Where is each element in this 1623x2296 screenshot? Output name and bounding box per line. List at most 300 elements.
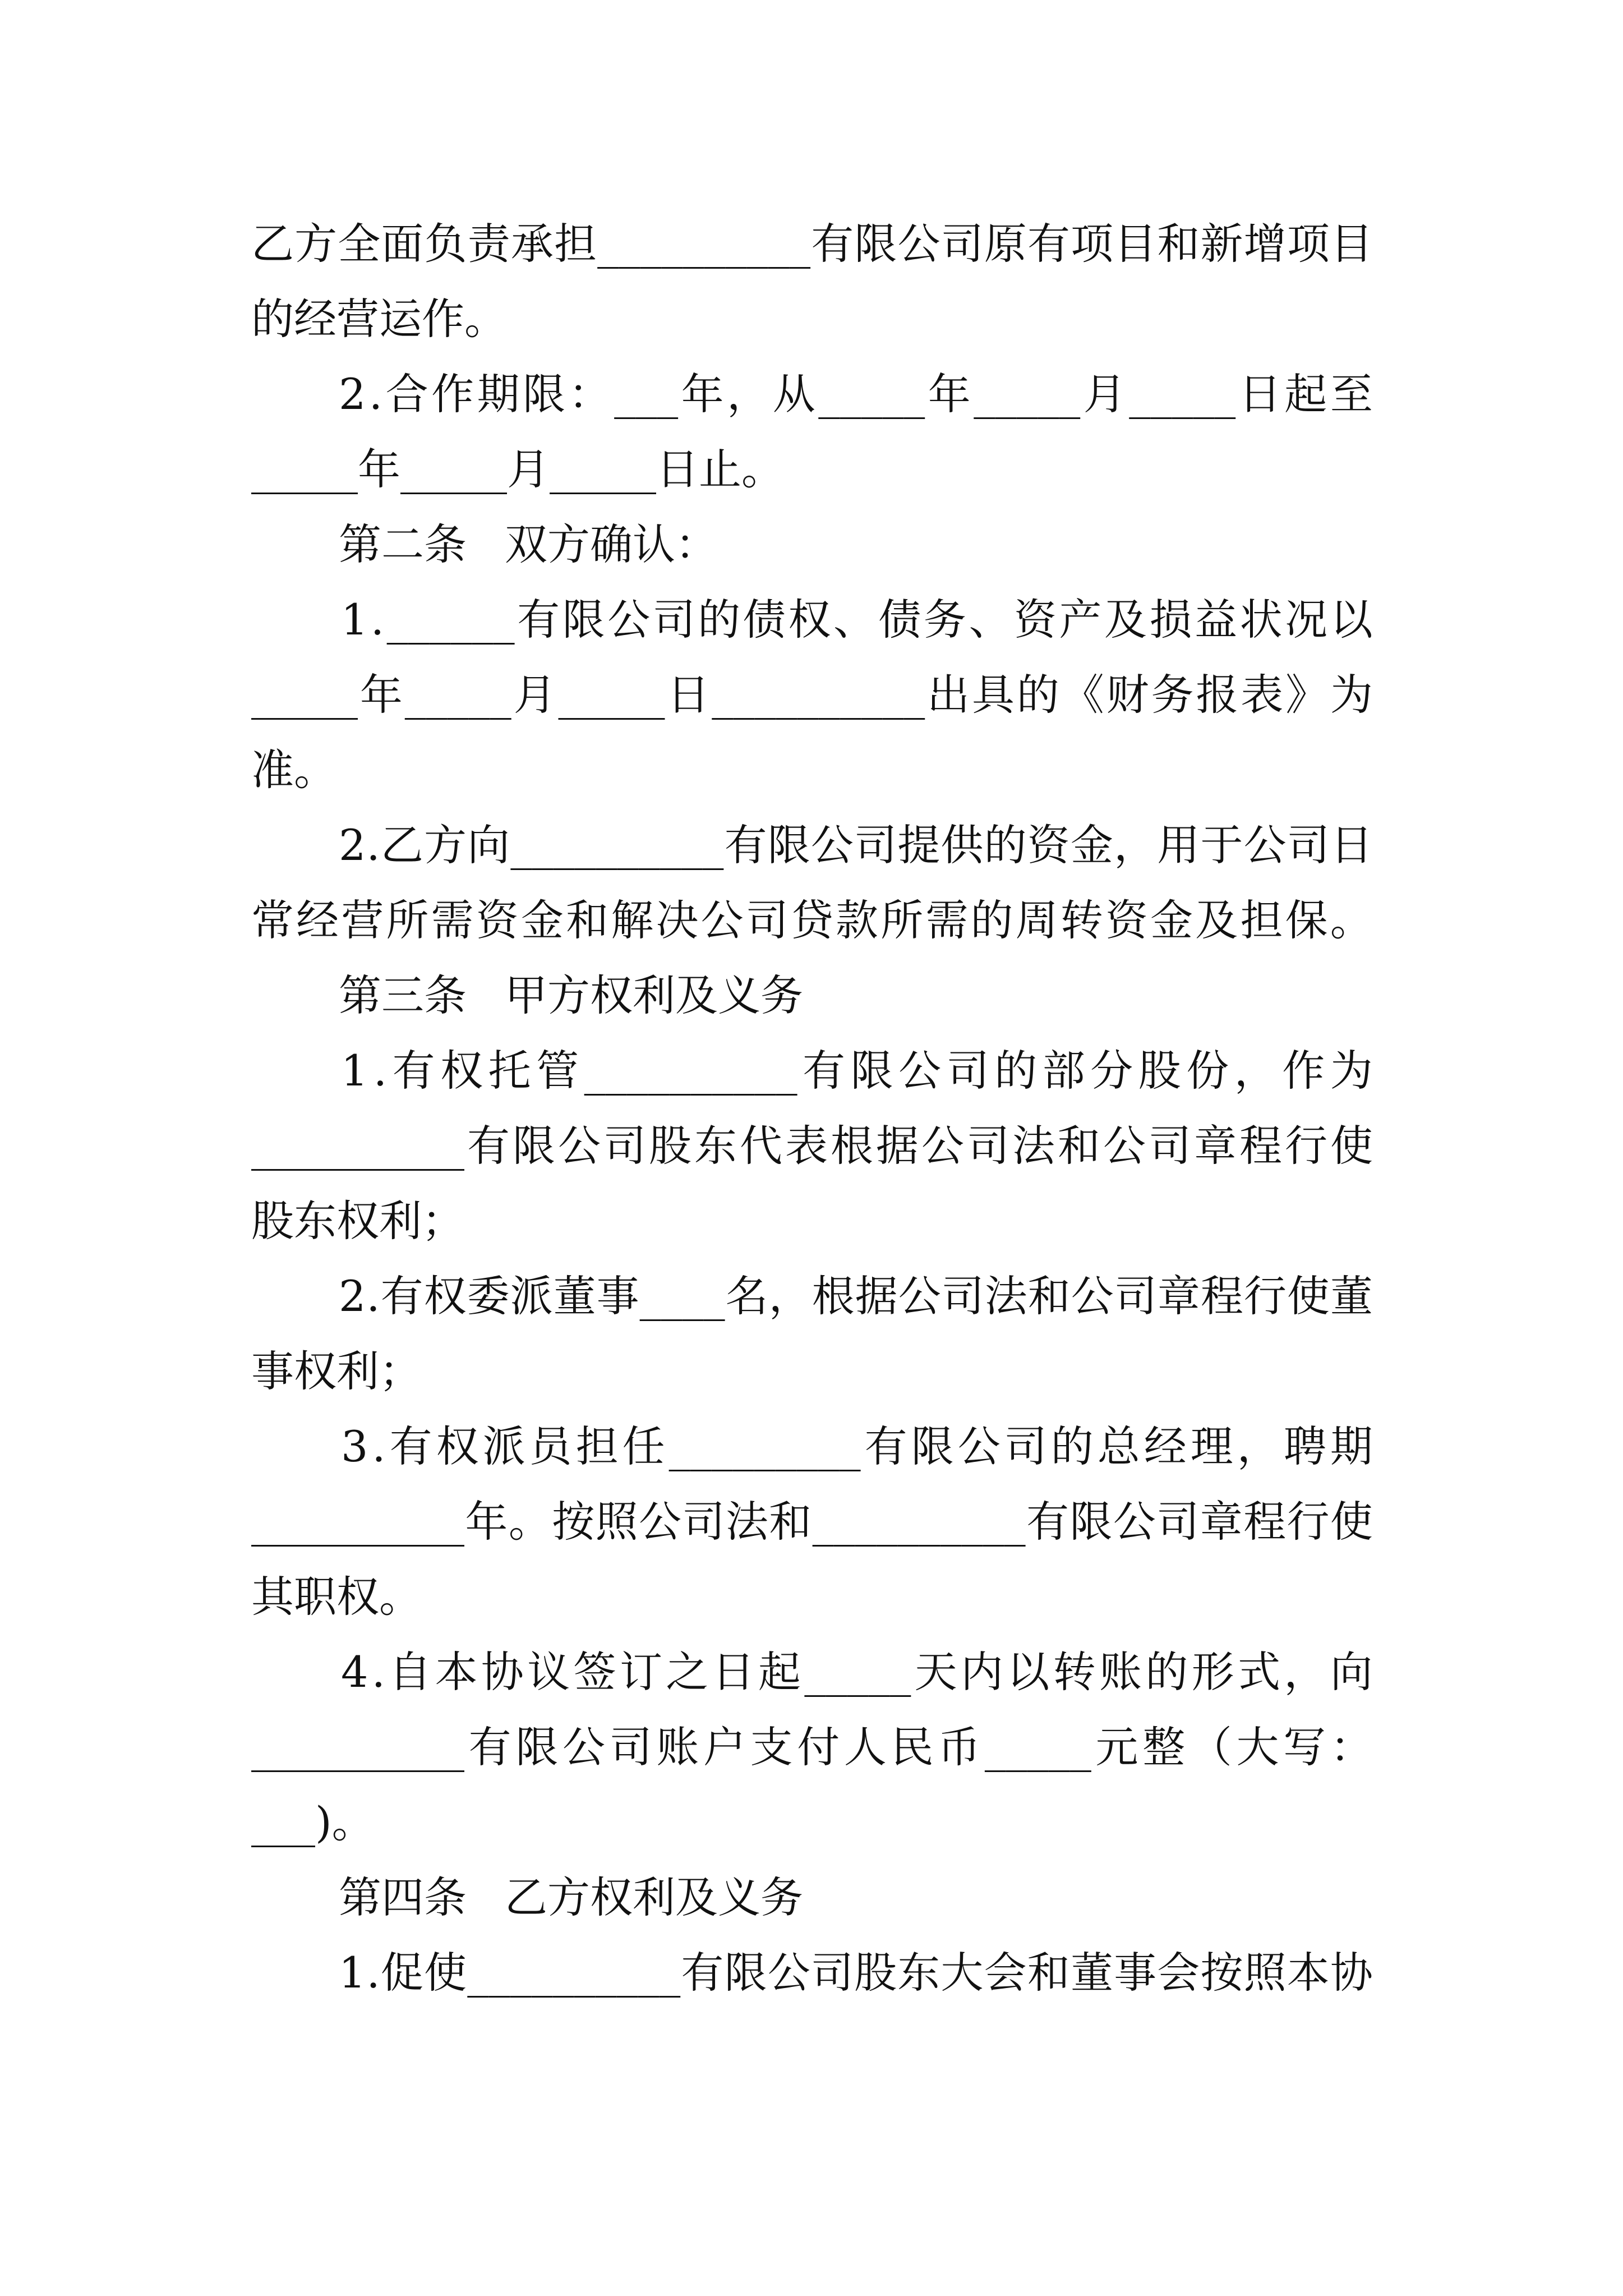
text-char: 账 — [656, 1722, 699, 1772]
text-char: 的 — [970, 895, 1013, 945]
text-char: ， — [1114, 820, 1157, 870]
text-char: 司 — [682, 1497, 725, 1547]
text-char: 公 — [558, 1121, 601, 1171]
text-char: 限 — [854, 219, 897, 269]
text-char: 自 — [389, 1647, 432, 1697]
text-char: 至 — [1330, 369, 1373, 419]
text-char: . — [366, 820, 380, 870]
text-char: 司 — [1287, 820, 1330, 870]
text-char: 资 — [1027, 820, 1070, 870]
text-char: 》 — [1285, 670, 1329, 720]
text-char: 会 — [1157, 1948, 1200, 1998]
text-char: 2 — [339, 820, 366, 870]
blank-field: _____ — [400, 444, 507, 494]
text-char: 利 — [336, 1346, 379, 1396]
text-char: 财 — [1106, 670, 1149, 720]
text-char: 乙 — [251, 219, 294, 269]
text-char: 新 — [1200, 219, 1243, 269]
text-char: 项 — [1287, 219, 1330, 269]
text-char: 订 — [619, 1647, 662, 1697]
text-char: 促 — [380, 1948, 423, 1998]
text-char: 公 — [1103, 1121, 1146, 1171]
text-char: 面 — [381, 219, 424, 269]
text-char: 事 — [596, 1271, 639, 1321]
text-char: 需 — [925, 895, 969, 945]
text-char: 分 — [1090, 1046, 1133, 1096]
text-char: 年 — [928, 369, 971, 419]
text-char: 民 — [891, 1722, 934, 1772]
text-char: 整 — [1142, 1722, 1186, 1772]
text-char: 。 — [379, 1572, 422, 1622]
text-char: 行 — [1243, 1271, 1287, 1321]
text-char: 作 — [1282, 1046, 1325, 1096]
blank-field: __________ — [712, 670, 925, 720]
text-char: 托 — [488, 1046, 531, 1096]
text-char: 务 — [923, 595, 966, 645]
text-char: 资 — [476, 895, 519, 945]
text-char: ： — [568, 369, 611, 419]
text-char: 股 — [1138, 1046, 1181, 1096]
text-char: 权 — [423, 1271, 467, 1321]
text-char: 公 — [957, 1421, 1000, 1471]
text-char: 于 — [1200, 820, 1243, 870]
text-char: 的 — [1016, 670, 1059, 720]
section-heading — [339, 959, 1373, 1032]
text-char: 内 — [961, 1647, 1003, 1697]
text-char: 司 — [1149, 1121, 1191, 1171]
text-char: 天 — [914, 1647, 957, 1697]
text-char: 权 — [788, 595, 831, 645]
text-char: 为 — [1330, 670, 1373, 720]
text-char: 期 — [477, 369, 520, 419]
text-char: . — [366, 1948, 380, 1998]
blank-field: __________ — [251, 1497, 464, 1547]
text-char: 司 — [745, 895, 789, 945]
text-char: 派 — [482, 1421, 525, 1471]
section-heading — [339, 508, 1373, 581]
text-char: 司 — [1004, 1421, 1047, 1471]
text-char: 年 — [358, 444, 400, 494]
text-char: 公 — [1113, 1497, 1156, 1547]
paragraph-line — [341, 1636, 1373, 1709]
text-char: 照 — [1243, 1948, 1287, 1998]
text-char: 原 — [984, 219, 1027, 269]
text-char: 和 — [1027, 1948, 1070, 1998]
blank-field: _________ — [668, 1421, 861, 1471]
text-char: 聘 — [1283, 1421, 1326, 1471]
text-char: 提 — [897, 820, 940, 870]
section-heading — [339, 1861, 1373, 1934]
text-char: 限 — [767, 820, 810, 870]
text-char: 签 — [573, 1647, 616, 1697]
blank-field: _____ — [974, 369, 1081, 419]
text-char: 向 — [1330, 1647, 1373, 1697]
paragraph-line — [339, 809, 1373, 882]
text-char: 月 — [513, 670, 556, 720]
text-char: 的 — [251, 294, 294, 344]
text-char: 协 — [481, 1647, 524, 1697]
text-char: 、 — [969, 595, 1012, 645]
text-char: ； — [379, 1346, 422, 1396]
text-char: 公 — [921, 1121, 964, 1171]
text-char: 总 — [1097, 1421, 1140, 1471]
text-char: 权 — [336, 1196, 379, 1246]
text-char: 公 — [562, 1722, 605, 1772]
text-char: 董 — [1070, 1948, 1113, 1998]
text-char: 形 — [1191, 1647, 1234, 1697]
text-char: 转 — [1053, 1647, 1096, 1697]
article-title: 甲方权利及义务 — [505, 970, 803, 1020]
text-char: 照 — [595, 1497, 638, 1547]
paragraph-line — [251, 1335, 1373, 1408]
text-char: 及 — [1195, 895, 1238, 945]
text-char: 有 — [380, 1271, 423, 1321]
text-char: 司 — [609, 1722, 652, 1772]
text-char: 据 — [876, 1121, 919, 1171]
text-char: 限 — [513, 1121, 555, 1171]
text-char: 资 — [1105, 895, 1148, 945]
paragraph-line — [251, 1561, 1373, 1634]
text-char: 其 — [251, 1572, 294, 1622]
text-char: 具 — [972, 670, 1015, 720]
text-char: 所 — [386, 895, 429, 945]
text-char: 份 — [1186, 1046, 1229, 1096]
text-char: 和 — [1058, 1121, 1100, 1171]
text-char: 转 — [1060, 895, 1103, 945]
text-char: 限 — [911, 1421, 954, 1471]
text-char: 程 — [1239, 1121, 1282, 1171]
text-char: 。 — [508, 1497, 551, 1547]
text-char: 常 — [251, 895, 294, 945]
text-char: 日 — [667, 670, 710, 720]
text-char: 的 — [698, 595, 741, 645]
text-char: 金 — [1150, 895, 1193, 945]
text-char: 部 — [1042, 1046, 1085, 1096]
text-char: 有 — [517, 595, 560, 645]
text-char: 增 — [1243, 219, 1287, 269]
text-char: 项 — [1071, 219, 1114, 269]
text-char: 用 — [1157, 820, 1200, 870]
text-char: 乙 — [380, 820, 423, 870]
text-char: 司 — [1114, 1271, 1157, 1321]
paragraph-line — [251, 208, 1373, 280]
text-char: 的 — [1145, 1647, 1188, 1697]
text-char: 司 — [652, 595, 695, 645]
paragraph-line — [341, 1034, 1373, 1107]
text-char: 公 — [1243, 820, 1287, 870]
text-char: 3 — [341, 1421, 368, 1471]
text-char: 事 — [1114, 1948, 1157, 1998]
text-char: 有 — [468, 1722, 511, 1772]
text-char: 。 — [331, 1797, 375, 1847]
text-char: 1 — [341, 1046, 368, 1096]
text-char: 根 — [811, 1271, 855, 1321]
text-char: 的 — [984, 820, 1027, 870]
paragraph-line — [251, 1185, 1373, 1258]
text-char: 年 — [681, 369, 724, 419]
text-char: 责 — [467, 219, 510, 269]
text-char: 益 — [1195, 595, 1238, 645]
text-char: 代 — [740, 1121, 782, 1171]
text-char: 以 — [1330, 595, 1373, 645]
text-char: 月 — [507, 444, 550, 494]
text-char: 限 — [523, 369, 566, 419]
text-char: 公 — [607, 595, 651, 645]
paragraph-line — [251, 884, 1373, 957]
paragraph-line — [251, 1110, 1373, 1182]
article-number: 第二条 — [339, 519, 467, 569]
text-char: 限 — [1069, 1497, 1113, 1547]
blank-field: ______ — [386, 595, 515, 645]
text-char: 协 — [1330, 1948, 1373, 1998]
text-char: 法 — [1012, 1121, 1055, 1171]
paragraph-line — [251, 1485, 1373, 1558]
text-char: 营 — [336, 294, 379, 344]
text-char: 、 — [833, 595, 876, 645]
paragraph-line — [341, 1410, 1373, 1483]
text-char: 使 — [1330, 1121, 1373, 1171]
paragraph-line — [251, 433, 1373, 506]
text-char: 经 — [294, 294, 336, 344]
text-char: 章 — [1157, 1271, 1200, 1321]
text-char: 。 — [294, 745, 336, 795]
text-char: 东 — [897, 1948, 940, 1998]
text-char: 公 — [810, 820, 854, 870]
blank-field: _____ — [1129, 369, 1236, 419]
paragraph-line — [251, 283, 1373, 356]
text-char: 经 — [296, 895, 339, 945]
text-char: 状 — [1239, 595, 1283, 645]
text-char: （ — [1189, 1722, 1232, 1772]
text-char: 向 — [467, 820, 510, 870]
blank-field: __________ — [597, 219, 811, 269]
text-char: 使 — [424, 1948, 467, 1998]
text-char: 名 — [725, 1271, 768, 1321]
text-char: 目 — [1330, 219, 1373, 269]
article-title: 双方确认： — [505, 519, 718, 569]
text-char: 程 — [1243, 1497, 1287, 1547]
text-char: 况 — [1285, 595, 1328, 645]
text-char: 报 — [1196, 670, 1239, 720]
text-char: 本 — [1287, 1948, 1330, 1998]
text-char: 以 — [1007, 1647, 1050, 1697]
text-char: 有 — [389, 1421, 432, 1471]
text-char: 限 — [724, 1948, 767, 1998]
text-char: 司 — [1156, 1497, 1200, 1547]
text-char: 担 — [575, 1421, 619, 1471]
text-char: 贷 — [790, 895, 833, 945]
text-char: 使 — [1287, 1271, 1330, 1321]
text-char: 1 — [339, 1948, 366, 1998]
text-char: . — [368, 369, 383, 419]
text-char: 按 — [1200, 1948, 1243, 1998]
text-char: 股 — [854, 1948, 897, 1998]
text-char: 东 — [694, 1121, 737, 1171]
text-char: 有 — [392, 1046, 435, 1096]
text-char: 解 — [611, 895, 654, 945]
text-char: 。 — [1330, 895, 1373, 945]
text-char: 公 — [1071, 1271, 1114, 1321]
text-char: 据 — [855, 1271, 898, 1321]
text-char: 金 — [1070, 820, 1113, 870]
article-title: 乙方权利及义务 — [505, 1872, 803, 1922]
text-char: 之 — [666, 1647, 709, 1697]
text-char: 1 — [341, 595, 368, 645]
text-char: 股 — [649, 1121, 691, 1171]
text-char: 写 — [1283, 1722, 1326, 1772]
text-char: 股 — [251, 1196, 294, 1246]
blank-field: _____ — [251, 670, 358, 720]
text-char: 有 — [864, 1421, 907, 1471]
paragraph-line — [251, 1786, 1373, 1859]
text-char: 方 — [294, 219, 338, 269]
text-char: ， — [1237, 1421, 1280, 1471]
text-char: 日 — [1330, 820, 1373, 870]
text-char: 。 — [741, 444, 784, 494]
text-char: 款 — [836, 895, 879, 945]
text-char: 表 — [785, 1121, 828, 1171]
text-char: 债 — [743, 595, 786, 645]
blank-field: __________ — [584, 1046, 797, 1096]
text-char: ， — [1284, 1647, 1327, 1697]
text-char: 债 — [878, 595, 921, 645]
blank-field: ___ — [614, 369, 679, 419]
text-char: 式 — [1238, 1647, 1281, 1697]
text-char: 账 — [1099, 1647, 1142, 1697]
text-char: 产 — [1059, 595, 1102, 645]
paragraph-line — [341, 583, 1373, 656]
text-char: 程 — [1200, 1271, 1243, 1321]
text-char: . — [373, 1046, 388, 1096]
paragraph-line — [251, 1711, 1373, 1784]
paragraph-line — [251, 659, 1373, 731]
text-char: 司 — [940, 219, 984, 269]
text-char: 保 — [1285, 895, 1328, 945]
text-char: 担 — [554, 219, 597, 269]
text-char: 周 — [1015, 895, 1058, 945]
blank-field: ____ — [639, 1271, 725, 1321]
text-char: 表 — [1241, 670, 1284, 720]
text-char: 月 — [1083, 369, 1126, 419]
text-char: 起 — [1284, 369, 1327, 419]
article-number: 第三条 — [339, 970, 467, 1020]
blank-field: _____ — [251, 444, 358, 494]
text-char: 止 — [699, 444, 741, 494]
text-char: 方 — [424, 820, 467, 870]
text-char: 和 — [769, 1497, 812, 1547]
text-char: 大 — [1236, 1722, 1279, 1772]
text-char: 和 — [1157, 219, 1200, 269]
text-char: 员 — [529, 1421, 572, 1471]
text-char: 章 — [1194, 1121, 1237, 1171]
text-char: 权 — [336, 1572, 379, 1622]
text-char: 务 — [1151, 670, 1194, 720]
text-char: . — [372, 1421, 386, 1471]
text-char: 公 — [639, 1497, 682, 1547]
text-char: 全 — [338, 219, 381, 269]
text-char: 支 — [750, 1722, 793, 1772]
text-char: 付 — [797, 1722, 840, 1772]
text-char: 2 — [339, 1271, 366, 1321]
text-char: 的 — [1050, 1421, 1094, 1471]
text-char: 币 — [938, 1722, 981, 1772]
blank-field: _____ — [804, 1647, 911, 1697]
text-char: 营 — [341, 895, 384, 945]
text-char: 权 — [440, 1046, 483, 1096]
text-char: 按 — [552, 1497, 595, 1547]
text-char: 元 — [1095, 1722, 1138, 1772]
text-char: 负 — [424, 219, 467, 269]
text-char: 年 — [359, 670, 403, 720]
text-char: 限 — [515, 1722, 559, 1772]
text-char: 大 — [940, 1948, 984, 1998]
text-char: 日 — [1238, 369, 1281, 419]
paragraph-line — [251, 734, 1373, 807]
text-char: 和 — [566, 895, 609, 945]
text-char: 东 — [294, 1196, 336, 1246]
text-char: 公 — [767, 1948, 810, 1998]
text-char: 派 — [510, 1271, 553, 1321]
text-char: 资 — [1013, 595, 1057, 645]
text-char: 公 — [898, 1271, 941, 1321]
text-char: 需 — [431, 895, 474, 945]
text-char: ) — [315, 1797, 332, 1847]
text-char: 及 — [1104, 595, 1147, 645]
text-char: 目 — [1114, 219, 1157, 269]
text-char: 有 — [803, 1046, 846, 1096]
text-char: 2 — [339, 369, 366, 419]
text-char: 董 — [1330, 1271, 1373, 1321]
article-number: 第四条 — [339, 1872, 467, 1922]
text-char: 作 — [422, 294, 464, 344]
text-char: 董 — [553, 1271, 596, 1321]
blank-field: __________ — [510, 820, 724, 870]
blank-field: _____ — [984, 1722, 1091, 1772]
text-char: 本 — [435, 1647, 478, 1697]
text-char: 根 — [831, 1121, 873, 1171]
blank-field: _____ — [558, 670, 665, 720]
text-char: 承 — [510, 219, 554, 269]
text-char: 公 — [897, 219, 940, 269]
text-char: 会 — [984, 1948, 1027, 1998]
blank-field: __________ — [467, 1948, 681, 1998]
text-char: ： — [1330, 1722, 1373, 1772]
text-char: 人 — [843, 1722, 887, 1772]
blank-field: _____ — [404, 670, 511, 720]
paragraph-line — [339, 358, 1373, 431]
text-char: 户 — [703, 1722, 746, 1772]
text-char: 决 — [656, 895, 699, 945]
text-char: ， — [768, 1271, 811, 1321]
text-char: ； — [422, 1196, 464, 1246]
text-char: ， — [727, 369, 770, 419]
blank-field: __________ — [251, 1722, 464, 1772]
text-char: 有 — [681, 1948, 724, 1998]
text-char: 限 — [850, 1046, 893, 1096]
text-char: . — [366, 1271, 380, 1321]
blank-field: _____ — [818, 369, 925, 419]
text-char: 公 — [700, 895, 744, 945]
text-char: 司 — [854, 820, 897, 870]
text-char: 管 — [536, 1046, 579, 1096]
text-char: 权 — [436, 1421, 479, 1471]
blank-field: __________ — [812, 1497, 1026, 1547]
text-char: 4 — [341, 1647, 368, 1697]
text-char: 任 — [622, 1421, 665, 1471]
text-char: 职 — [294, 1572, 336, 1622]
text-char: 议 — [527, 1647, 570, 1697]
text-char: . — [371, 1647, 385, 1697]
